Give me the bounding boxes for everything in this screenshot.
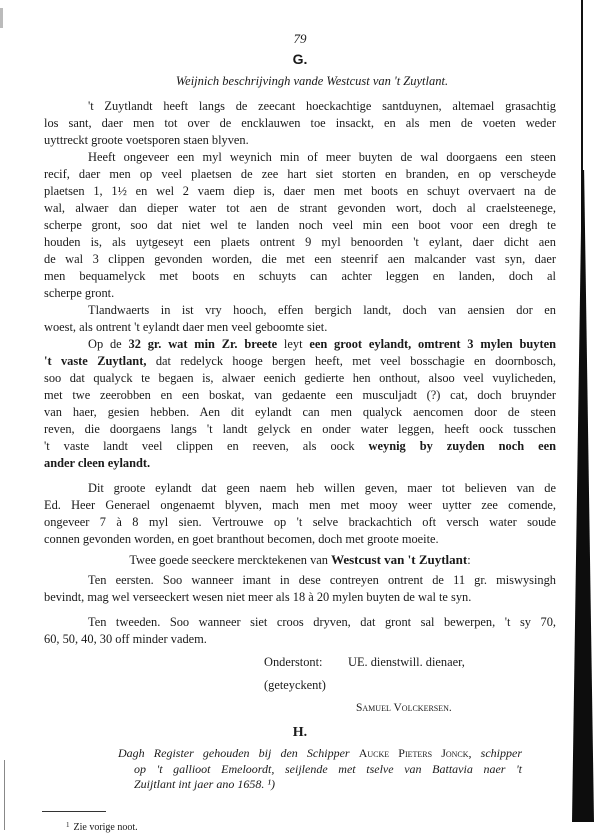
text-line: van haer, gesien hebben. Aen dit eylandt can men qualyck aencomen door de steen [44,405,556,419]
bold-text: Westcust van 't Zuytlant [331,552,468,567]
bold-text: een groot eylandt, omtrent 3 mylen buyten [309,337,556,351]
footnote-text: Zie vorige noot. [73,821,138,833]
text-run: Twee goede seeckere mercktekenen van [129,553,332,567]
text-line: Zuijtlant int jaer ano 1658. ¹) [134,777,275,791]
text-line [44,336,556,353]
text-run: leyt [277,337,310,351]
text-line: men bequamelyck met boots en schuyts can achter leggen en landen, doch al [44,269,556,283]
text-line: uyttreckt groote voetsporen staen blyven. [44,133,249,147]
text-line: ongeveer 7 à 8 myl sien. Vertrouwe op 't selve brackachtich oft versch water soude [44,515,556,529]
text-line: bevindt, mag wel verseeckert wesen niet meer als 18 à 20 mylen buyten de wal te syn. [44,590,472,604]
section-h-intro [118,746,522,793]
text-run: : [467,553,471,567]
text-line: met twe zeerobben en een boskat, van gedaente een musculjadt (?) cat, doch bruynder [44,388,556,402]
text-line: soo dat qualyck te begaen is, alwaer eenich gedierte hen onthout, alsoo veel vuylicheden, [44,371,556,385]
paragraph-1 [44,98,556,149]
signature-block [44,654,556,720]
text-line: scherpe gront, soo dat niet wel te landen noch veel min een boot voor een dregh te [44,218,556,232]
footnote-rule [42,811,106,812]
bold-text: 32 gr. wat min Zr. breete [128,337,278,351]
text-line: 't Zuytlandt heeft langs de zeecant hoeckachtige santduynen, altemael grasachtig [88,99,556,113]
bold-text: weynig by zuyden noch een [368,439,556,453]
text-line: Ed. Heer Generael ongenaemt blyven, mach men met mooy weer uytter zee comende, [44,498,556,512]
footnote [66,818,556,835]
text-line: Ten eersten. Soo wanneer imant in dese contreyen ontrent de 11 gr. miswysingh [88,573,556,587]
marks-heading [44,551,556,569]
text-line: Tlandwaerts in ist vry hooch, effen bergich landt, doch van aensien dor en [88,303,556,317]
section-subtitle: Weijnich beschrijvingh vande Westcust van 't Zuytlant. [175,74,449,88]
text-line: houden is, als uytgeseyt een plaets ontrent 9 myl benoorden 't eylant, daer dicht aen [44,235,556,249]
paragraph-4 [44,336,556,472]
paragraph-7 [44,614,556,648]
text-line: wal, alwaer dan dieper water tot aen de strant gevonden wort, doch al craelsteenege, [44,201,556,215]
text-run: Dagh Register gehouden bij den Schipper [118,746,359,760]
text-line: op 't gallioot Emeloordt, seijlende met tselve van Battavia naer 't [134,761,522,776]
text-line: 60, 50, 40, 30 off minder vadem. [44,632,207,646]
section-heading-g: G. [292,51,308,67]
text-line: recif, daer men op veel plaetsen de zee hart siet storten en branden, en op verscheyde [44,167,556,181]
text-line: los sant, daer men tot over de encklauwen toe insackt, en als men de voeten weder [44,116,556,130]
text-line [44,438,556,455]
text-line: de wal 3 clippen gevonden worden, die met een steenrif aen malcander vast syn, daer [44,252,556,266]
signature-label-onderstont: Onderstont: [264,655,323,669]
paragraph-2 [44,149,556,302]
signature-name: Samuel Volckersen. [356,702,452,714]
text-line: Dit groote eylandt dat geen naem heb willen geven, maer tot believen van de [88,481,556,495]
signature-label-geteyckent: (geteyckent) [264,678,326,692]
text-line: Heeft ongeveer een myl weynich min of meer buyten de wal doorgaens een steen [88,150,556,164]
section-heading-h: H. [292,725,308,740]
text-line: Ten tweeden. Soo wanneer siet croos dryven, dat gront sal bewerpen, 't sy 70, [88,615,556,629]
page-number: 79 [293,31,307,46]
footnote-marker: 1 [66,820,70,829]
person-name: Aucke Pieters Jonck [358,746,469,760]
paragraph-6 [44,572,556,606]
text-run: dat redelyck hooge bergen heeft, met veel bosschagie en doornbosch, [146,354,556,368]
text-run: Op de [88,337,129,351]
text-line [44,353,556,370]
text-run: , schipper [468,746,522,760]
binding-shadow [572,170,594,822]
text-line: woest, als ontrent 't eylandt daer men veel geboomte siet. [44,320,328,334]
bold-text: 't vaste Zuytlant, [44,354,147,368]
text-line: reven, die doorgaens langs 't landt gelyck en onder water leggen, heeft oock tusschen [44,422,556,436]
paragraph-5 [44,480,556,548]
paragraph-3 [44,302,556,336]
text-line: ander cleen eylandt. [44,456,151,470]
text-line: plaetsen 1, 1½ en wel 2 vaem diep is, daer men met boots en schuyt overvaert na de [44,184,556,198]
text-line: connen gevonden worden, en goet branthout becomen, doch met groote moeite. [44,532,439,546]
text-line [44,551,556,569]
signature-closing: UE. dienstwill. dienaer, [348,655,465,669]
text-line [118,746,522,762]
text-line: scherpe gront. [44,286,115,300]
text-run: 't vaste landt veel clippen en reeven, als oock [44,439,369,453]
